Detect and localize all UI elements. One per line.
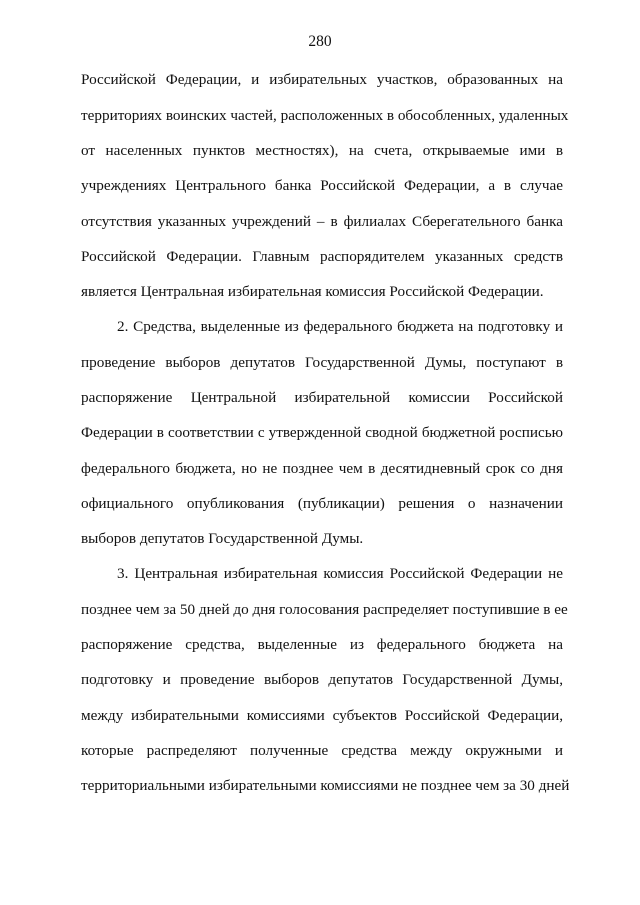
page-number: 280 bbox=[308, 33, 332, 50]
text-line: выборов депутатов Государственной Думы. bbox=[81, 530, 364, 547]
text-line: Федерации в соответствии с утвержденной сводной бюджетной росписью bbox=[81, 424, 563, 441]
text-line: распоряжение средства, выделенные из федерального бюджета на bbox=[81, 636, 563, 653]
text-line: Российской Федерации, и избирательных участков, образованных на bbox=[81, 71, 563, 88]
text-line: является Центральная избирательная комиссия Российской Федерации. bbox=[81, 283, 544, 300]
text-line: учреждениях Центрального банка Российской Федерации, а в случае bbox=[81, 177, 563, 194]
text-line: позднее чем за 50 дней до дня голосования распределяет поступившие в ее bbox=[81, 601, 568, 618]
paragraph-3-first-line: 3. Центральная избирательная комиссия Российской Федерации не bbox=[117, 565, 563, 582]
text-line: между избирательными комиссиями субъектов Российской Федерации, bbox=[81, 707, 563, 724]
text-line: которые распределяют полученные средства между окружными и bbox=[81, 742, 563, 759]
paragraph-2-first-line: 2. Средства, выделенные из федерального бюджета на подготовку и bbox=[117, 318, 563, 335]
text-line: от населенных пунктов местностях), на счета, открываемые ими в bbox=[81, 142, 563, 159]
text-line: территориях воинских частей, расположенных в обособленных, удаленных bbox=[81, 107, 569, 124]
text-line: территориальными избирательными комиссиями не позднее чем за 30 дней bbox=[81, 777, 570, 794]
text-line: проведение выборов депутатов Государственной Думы, поступают в bbox=[81, 354, 563, 371]
text-line: подготовку и проведение выборов депутатов Государственной Думы, bbox=[81, 671, 563, 688]
text-line: распоряжение Центральной избирательной комиссии Российской bbox=[81, 389, 563, 406]
text-line: федерального бюджета, но не позднее чем в десятидневный срок со дня bbox=[81, 460, 563, 477]
text-line: Российской Федерации. Главным распорядителем указанных средств bbox=[81, 248, 563, 265]
text-line: отсутствия указанных учреждений – в филиалах Сберегательного банка bbox=[81, 213, 563, 230]
text-line: официального опубликования (публикации) решения о назначении bbox=[81, 495, 563, 512]
